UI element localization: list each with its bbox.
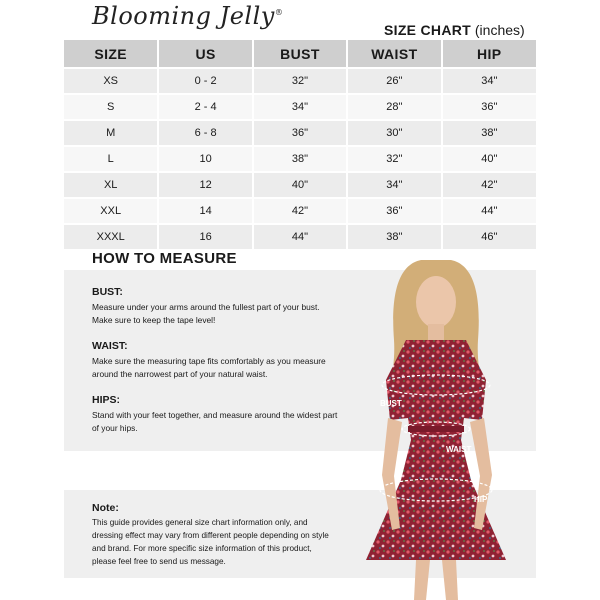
- neck-shape: [428, 324, 444, 340]
- model-figure: [336, 240, 536, 600]
- bust-text: Measure under your arms around the fullest part of your bust. Make sure to keep the tape level!: [92, 302, 320, 325]
- table-cell: 34": [442, 68, 536, 94]
- table-row: [64, 94, 536, 120]
- table-cell: 34": [253, 94, 347, 120]
- bust-heading: BUST:: [92, 286, 123, 298]
- table-cell: 10: [158, 146, 252, 172]
- table-cell: 14: [158, 198, 252, 224]
- table-row: [64, 68, 536, 94]
- table-cell: 16: [158, 224, 252, 249]
- table-cell: XS: [64, 68, 158, 94]
- waist-text: Make sure the measuring tape fits comfortably as you measure around the narrowest part of your natural waist.: [92, 356, 326, 379]
- table-cell: 36": [442, 94, 536, 120]
- brand-logo: Blooming Jelly®: [92, 2, 284, 30]
- table-cell: XL: [64, 172, 158, 198]
- table-row: [64, 172, 536, 198]
- table-cell: 44": [442, 198, 536, 224]
- table-cell: 40": [253, 172, 347, 198]
- table-cell: 38": [253, 146, 347, 172]
- table-cell: 0 - 2: [158, 68, 252, 94]
- table-cell: 46": [442, 224, 536, 249]
- note: [92, 502, 332, 568]
- table-cell: 38": [442, 120, 536, 146]
- table-cell: 12: [158, 172, 252, 198]
- how-to-measure-title: HOW TO MEASURE: [92, 250, 237, 267]
- table-cell: XXXL: [64, 224, 158, 249]
- note-text: This guide provides general size chart information only, and dressing effect may vary from different people depending on style and brand. For more specific size information of this product, please feel free to send us message.: [92, 518, 329, 566]
- face-shape: [416, 276, 456, 328]
- header-waist: WAIST: [347, 40, 441, 68]
- table-cell: 44": [253, 224, 347, 249]
- table-cell: L: [64, 146, 158, 172]
- bust-label: BUST: [380, 399, 402, 408]
- header-hip: HIP: [442, 40, 536, 68]
- table-cell: 32": [253, 68, 347, 94]
- table-cell: 42": [442, 172, 536, 198]
- waist-heading: WAIST:: [92, 340, 128, 352]
- hips-instructions: [92, 394, 342, 435]
- table-row: [64, 146, 536, 172]
- right-leg: [442, 560, 458, 600]
- left-leg: [414, 560, 430, 600]
- table-cell: 2 - 4: [158, 94, 252, 120]
- header-bust: BUST: [253, 40, 347, 68]
- belt: [408, 426, 464, 432]
- table-cell: M: [64, 120, 158, 146]
- table-header-row: [64, 40, 536, 68]
- table-cell: 42": [253, 198, 347, 224]
- table-row: [64, 198, 536, 224]
- table-cell: 40": [442, 146, 536, 172]
- table-cell: 26": [347, 68, 441, 94]
- table-cell: 28": [347, 94, 441, 120]
- hip-label: HIP: [474, 495, 488, 504]
- note-heading: Note:: [92, 502, 119, 514]
- table-cell: 38": [347, 224, 441, 249]
- table-cell: XXL: [64, 198, 158, 224]
- table-cell: 30": [347, 120, 441, 146]
- table-cell: 36": [253, 120, 347, 146]
- waist-instructions: [92, 340, 342, 381]
- size-chart-title: SIZE CHART (inches): [384, 22, 525, 38]
- table-cell: 32": [347, 146, 441, 172]
- table-row: [64, 120, 536, 146]
- header-size: SIZE: [64, 40, 158, 68]
- waist-label: WAIST: [446, 445, 472, 454]
- size-table: [64, 40, 536, 249]
- hips-heading: HIPS:: [92, 394, 121, 406]
- table-cell: 34": [347, 172, 441, 198]
- hips-text: Stand with your feet together, and measure around the widest part of your hips.: [92, 410, 338, 433]
- bust-instructions: [92, 286, 342, 327]
- table-cell: S: [64, 94, 158, 120]
- header-us: US: [158, 40, 252, 68]
- table-cell: 6 - 8: [158, 120, 252, 146]
- table-cell: 36": [347, 198, 441, 224]
